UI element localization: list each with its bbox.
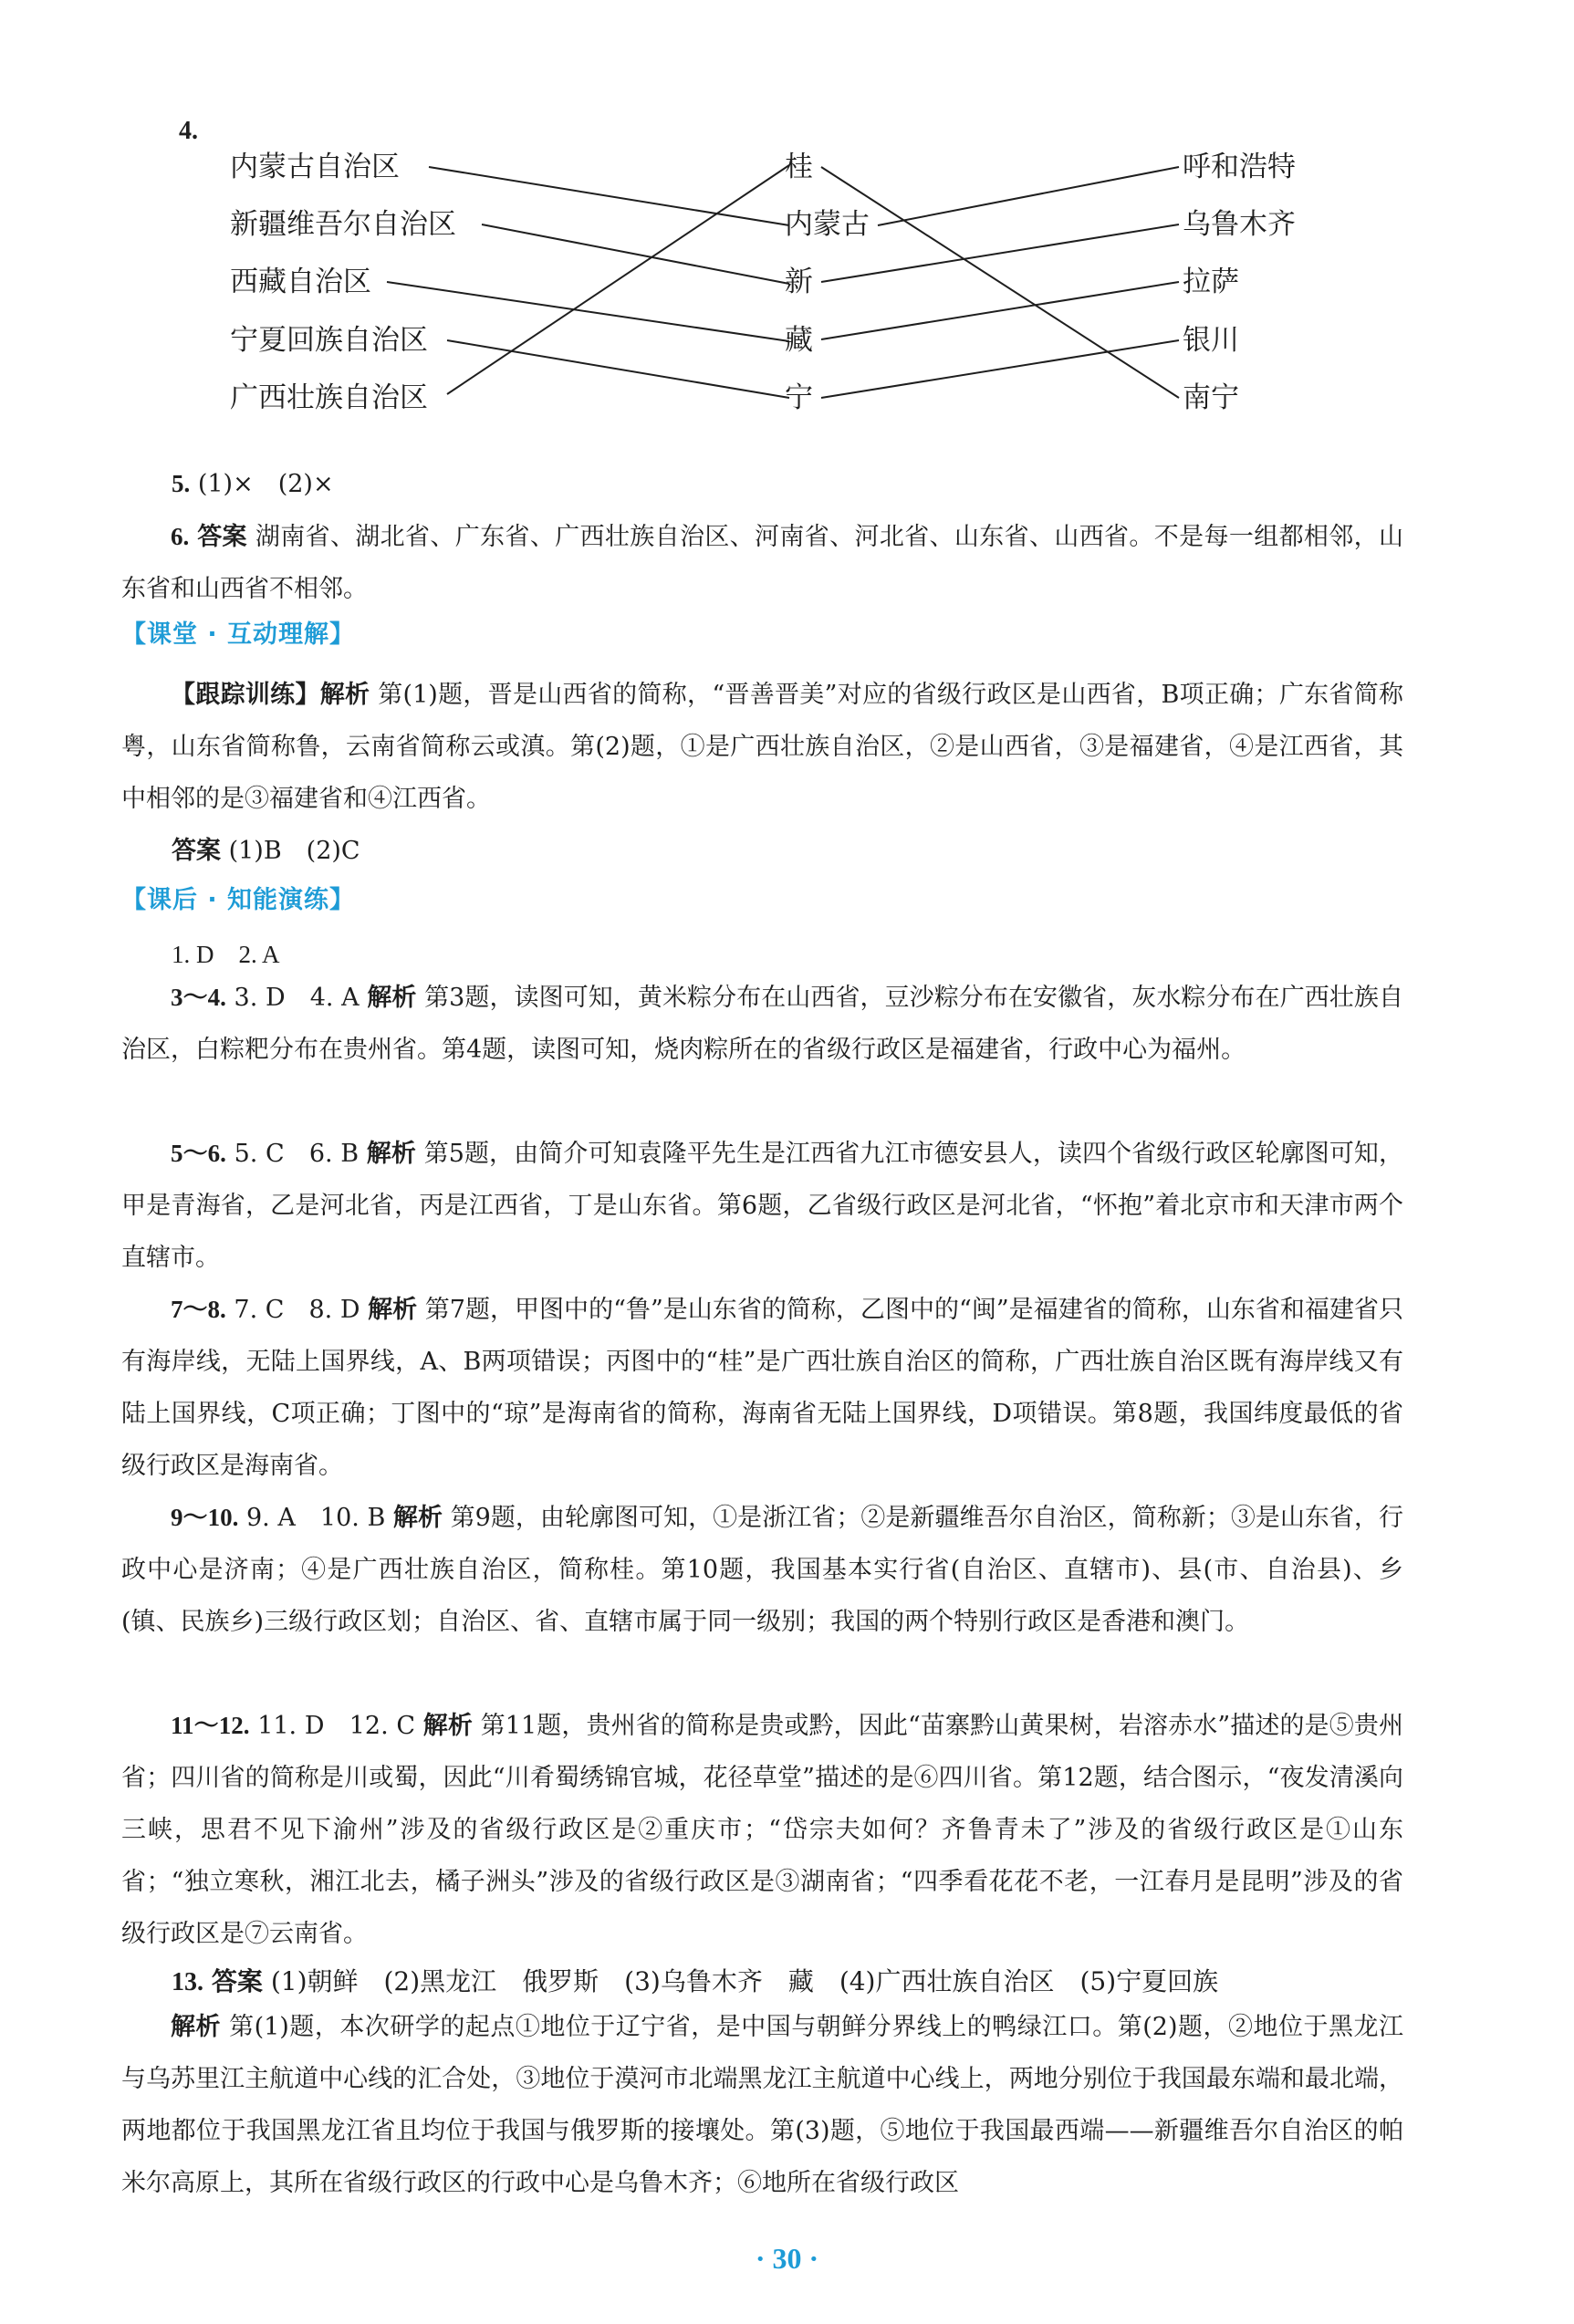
q9-10-number: 9～10. [171, 1504, 239, 1531]
line-nmg-to-nmg [429, 167, 789, 225]
q9-10-analysis-label: 解析 [392, 1504, 443, 1532]
match-right-4: 银川 [1183, 324, 1239, 357]
match-middle-4: 藏 [785, 324, 813, 357]
q6-answer-label: 答案 [197, 523, 247, 551]
q7-8-number: 7～8. [171, 1296, 226, 1323]
q11-12-analysis: 第11题，贵州省的简称是贵或黔，因此“苗寨黔山黄果树，岩溶赤水”描述的是⑤贵州省；四川省的简称是川或蜀，因此“川肴蜀绣锦官城，花径草堂”描述的是⑥四川省。第12题，结合图示，“夜发清溪向三峡，思君不见下渝州”涉及的省级行政区是②重庆市；“岱宗夫如何？齐鲁青未了”涉及的省级行政区是①山东省；“独立寒秋，湘江北去，橘子洲头”涉及的省级行政区是③湖南省；“四季看花花不老，一江春月是昆明”涉及的省级行政区是⑦云南省。 [121, 1712, 1403, 1948]
line-xz-to-zang [387, 282, 789, 341]
q11-12-analysis-label: 解析 [422, 1712, 473, 1740]
track-answer-line [172, 830, 360, 866]
q3-4-answers: 3. D 4. A [234, 984, 360, 1012]
q6-number: 6. [171, 523, 190, 550]
match-right-2: 乌鲁木齐 [1183, 208, 1296, 241]
q3-4-analysis: 第3题，读图可知，黄米粽分布在山西省，豆沙粽分布在安徽省，灰水粽分布在广西壮族自治区，白粽粑分布在贵州省。第4题，读图可知，烧肉粽所在的省级行政区是福建省，行政中心为福州。 [121, 984, 1403, 1064]
q5-6-answers: 5. C 6. B [234, 1140, 360, 1168]
match-left-4: 宁夏回族自治区 [230, 324, 428, 357]
match-left-2: 新疆维吾尔自治区 [230, 208, 456, 241]
match-right-1: 呼和浩特 [1183, 151, 1296, 183]
q3-4-number: 3～4. [171, 984, 226, 1011]
q11-12-answers: 11. D 12. C [257, 1712, 416, 1740]
match-middle-1: 桂 [785, 151, 813, 183]
q13-answer-label: 答案 [211, 1966, 263, 1996]
match-left-5: 广西壮族自治区 [230, 381, 428, 414]
q13-number: 13. [172, 1968, 203, 1996]
q3-4-analysis-label: 解析 [367, 984, 417, 1012]
q7-8-analysis-label: 解析 [368, 1296, 418, 1324]
q13-analysis-label: 解析 [171, 2013, 221, 2041]
q13-analysis: 第(1)题，本次研学的起点①地位于辽宁省，是中国与朝鲜分界线上的鸭绿江口。第(2)题，②地位于黑龙江与乌苏里江主航道中心线的汇合处，③地位于漠河市北端黑龙江主航道中心线上，两地分别位于我国最东端和最北端，两地都位于我国黑龙江省且均位于我国与俄罗斯的接壤处。第(3)题，⑤地位于我国最西端——新疆维吾尔自治区的帕米尔高原上，其所在省级行政区的行政中心是乌鲁木齐；⑥地所在省级行政区 [121, 2013, 1403, 2197]
match-left-1: 内蒙古自治区 [230, 151, 400, 183]
q3-4-paragraph [121, 972, 1403, 1076]
q5-6-number: 5～6. [171, 1140, 226, 1167]
line-nmg-to-huhehaote [878, 167, 1179, 225]
q7-8-analysis: 第7题，甲图中的“鲁”是山东省的简称，乙图中的“闽”是福建省的简称，山东省和福建省只有海岸线，无陆上国界线，A、B两项错误；丙图中的“桂”是广西壮族自治区的简称，广西壮族自治区既有海岸线又有陆上国界线，C项正确；丁图中的“琼”是海南省的简称，海南省无陆上国界线，D项错误。第8题，我国纬度最低的省级行政区是海南省。 [121, 1296, 1403, 1480]
q9-10-answers: 9. A 10. B [245, 1504, 386, 1532]
line-xin-to-wulumuqi [821, 224, 1179, 282]
q5-answer: (1)× (2)× [197, 470, 334, 498]
q5-6-analysis-label: 解析 [366, 1140, 416, 1168]
q5-number: 5. [172, 470, 191, 497]
track-paragraph [121, 669, 1403, 825]
q5-6-paragraph [121, 1128, 1403, 1284]
section-heading-classroom: 【课堂 · 互动理解】 [121, 620, 356, 649]
q5-line [172, 464, 334, 499]
page-number: · 30 · [755, 2242, 819, 2275]
match-middle-5: 宁 [785, 381, 813, 414]
q11-12-number: 11～12. [171, 1712, 250, 1739]
q7-8-answers: 7. C 8. D [234, 1296, 360, 1324]
q13-answer: (1)朝鲜 (2)黑龙江 俄罗斯 (3)乌鲁木齐 藏 (4)广西壮族自治区 (5)宁夏回族 [270, 1966, 1219, 1996]
q9-10-paragraph [121, 1492, 1403, 1648]
q6-paragraph [121, 511, 1403, 615]
line-nx-to-ning [447, 340, 789, 398]
track-label: 【跟踪训练】解析 [171, 681, 370, 709]
track-answer-label: 答案 [172, 837, 221, 865]
q7-8-paragraph [121, 1284, 1403, 1492]
q6-answer-text: 湖南省、湖北省、广东省、广西壮族自治区、河南省、河北省、山东省、山西省。不是每一组都相邻，山东省和山西省不相邻。 [121, 523, 1404, 603]
q4-number: 4. [179, 117, 198, 145]
q11-12-paragraph [121, 1700, 1403, 1960]
match-middle-2: 内蒙古 [785, 208, 870, 241]
q13-analysis-paragraph [121, 2001, 1403, 2209]
section-heading-after-class: 【课后 · 知能演练】 [121, 886, 356, 914]
q5-6-analysis: 第5题，由简介可知袁隆平先生是江西省九江市德安县人，读四个省级行政区轮廓图可知，甲是青海省，乙是河北省，丙是江西省，丁是山东省。第6题，乙省级行政区是河北省，“怀抱”着北京市和天津市两个直辖市。 [121, 1140, 1403, 1272]
q13-answer-line [172, 1962, 1218, 1998]
line-gx-to-gui [447, 165, 789, 394]
line-xj-to-xin [482, 224, 789, 284]
match-left-3: 西藏自治区 [230, 266, 371, 298]
q1-2-answers: 1. D 2. A [172, 941, 280, 968]
q9-10-analysis: 第9题，由轮廓图可知，①是浙江省；②是新疆维吾尔自治区，简称新；③是山东省，行政中心是济南；④是广西壮族自治区，简称桂。第10题，我国基本实行省(自治区、直辖市)、县(市、自治县)、乡(镇、民族乡)三级行政区划；自治区、省、直辖市属于同一级别；我国的两个特别行政区是香港和澳门。 [121, 1504, 1404, 1636]
match-right-3: 拉萨 [1183, 266, 1239, 298]
match-middle-3: 新 [785, 266, 813, 298]
track-answer: (1)B (2)C [228, 837, 360, 865]
line-zang-to-lasa [821, 282, 1179, 339]
match-right-5: 南宁 [1183, 381, 1239, 414]
track-text: 第(1)题，晋是山西省的简称，“晋善晋美”对应的省级行政区是山西省，B项正确；广东省简称粤，山东省简称鲁，云南省简称云或滇。第(2)题，①是广西壮族自治区，②是山西省，③是福建省，④是江西省，其中相邻的是③福建省和④江西省。 [121, 681, 1403, 813]
line-ning-to-yinchuan [821, 340, 1179, 398]
